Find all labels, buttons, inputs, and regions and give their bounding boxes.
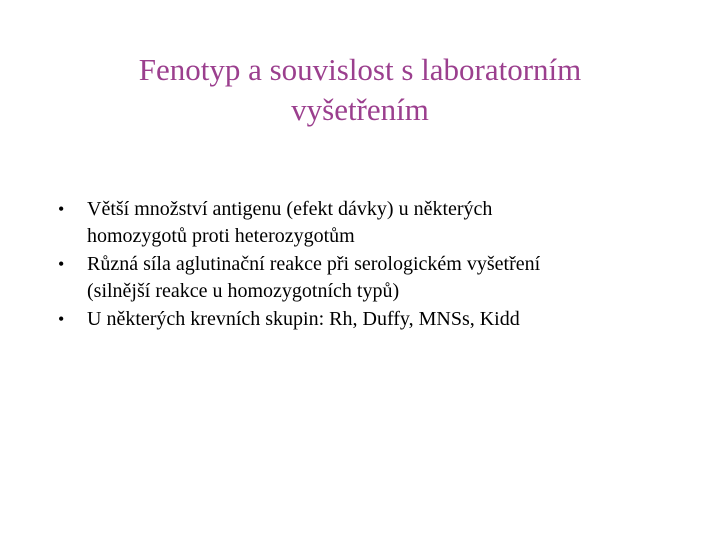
bullet-item-dose-effect xyxy=(58,196,678,250)
bullet-list xyxy=(58,196,678,334)
slide-title xyxy=(60,50,660,130)
bullet-text-line: Různá síla aglutinační reakce při serologickém vyšetření xyxy=(87,253,541,275)
bullet-text-line: U některých krevních skupin: Rh, Duffy, MNSs, Kidd xyxy=(87,308,520,330)
bullet-item-agglutination-strength xyxy=(58,251,678,305)
bullet-icon: • xyxy=(58,254,65,274)
bullet-text-line: homozygotů proti heterozygotům xyxy=(87,225,355,247)
bullet-text-line: Větší množství antigenu (efekt dávky) u některých xyxy=(87,198,493,220)
bullet-icon: • xyxy=(58,309,65,329)
bullet-icon: • xyxy=(58,199,65,219)
slide-title-line-2: vyšetřením xyxy=(291,92,429,127)
slide-title-line-1: Fenotyp a souvislost s laboratorním xyxy=(138,52,582,87)
bullet-item-blood-groups xyxy=(58,306,678,333)
bullet-text-line: (silnější reakce u homozygotních typů) xyxy=(87,280,400,302)
